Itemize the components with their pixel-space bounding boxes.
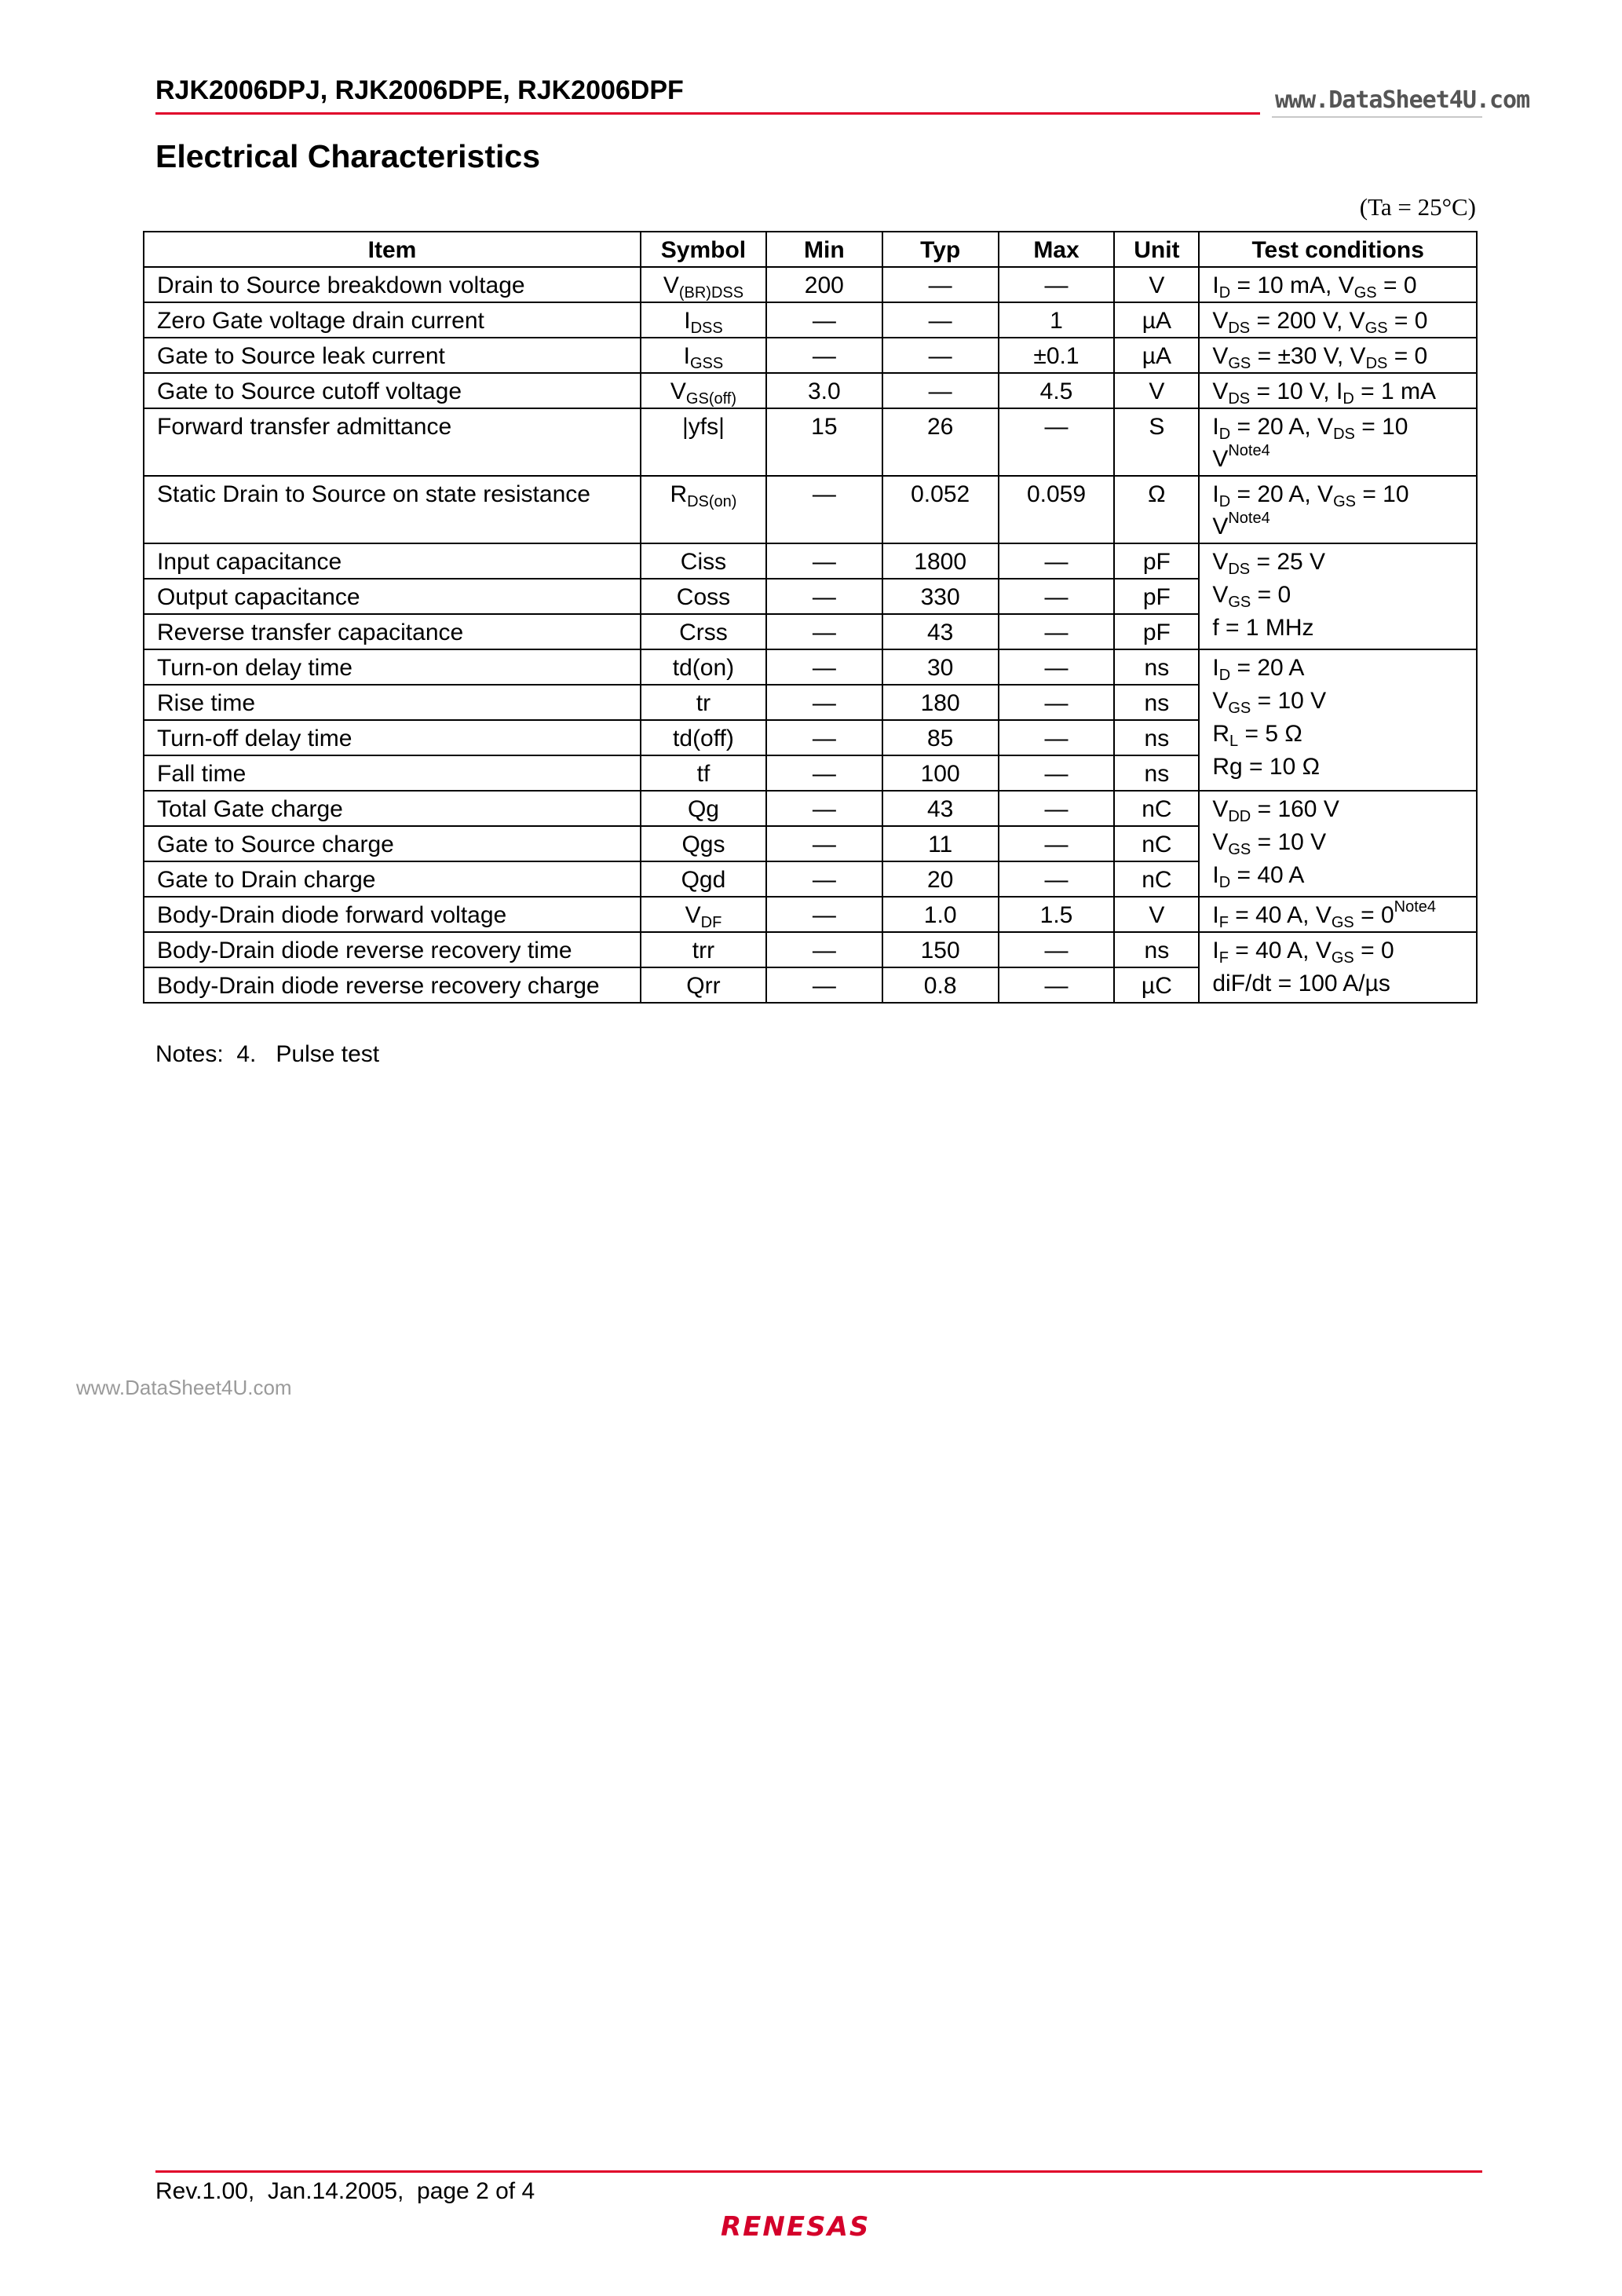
typ-cell: 330 <box>882 579 999 614</box>
test-condition-cell: $I_F = 40$ A, $V_{GS} = 0^{Note4}$ <box>1199 897 1477 932</box>
typ-cell: 1800 <box>882 543 999 579</box>
symbol-cell: Coss <box>641 579 766 614</box>
min-cell: 200 <box>766 267 882 302</box>
item-cell: Body-Drain diode forward voltage <box>144 897 641 932</box>
typ-cell: 180 <box>882 685 999 720</box>
table-row <box>144 408 1477 476</box>
symbol-cell: $V_{DF}$ <box>641 897 766 932</box>
test-condition-cell: $I_D = 20$ A, $V_{GS} = 10$ $V^{Note4}$ <box>1199 476 1477 543</box>
typ-cell: 100 <box>882 755 999 791</box>
min-cell: — <box>766 720 882 755</box>
col-header-item: Item <box>144 232 641 267</box>
max-cell: — <box>999 649 1115 685</box>
watermark-link[interactable]: www.DataSheet4U.com <box>76 1376 292 1399</box>
unit-cell: pF <box>1114 543 1199 579</box>
min-cell: — <box>766 649 882 685</box>
table-header-row <box>144 232 1477 267</box>
symbol-cell: Crss <box>641 614 766 649</box>
typ-cell: 150 <box>882 932 999 967</box>
table-notes: Notes: 4. Pulse test <box>155 1041 380 1067</box>
min-cell: — <box>766 338 882 373</box>
unit-cell: V <box>1114 267 1199 302</box>
symbol-cell: $I_{GSS}$ <box>641 338 766 373</box>
item-cell: Turn-off delay time <box>144 720 641 755</box>
unit-cell: nC <box>1114 861 1199 897</box>
typ-cell: 11 <box>882 826 999 861</box>
table-row <box>144 543 1477 579</box>
item-cell: Input capacitance <box>144 543 641 579</box>
symbol-cell: $V_{(BR)DSS}$ <box>641 267 766 302</box>
unit-cell: Ω <box>1114 476 1199 543</box>
item-cell: Reverse transfer capacitance <box>144 614 641 649</box>
max-cell: 0.059 <box>999 476 1115 543</box>
typ-cell: — <box>882 302 999 338</box>
test-condition-cell: $V_{DS} = 200$ V, $V_{GS} = 0$ <box>1199 302 1477 338</box>
min-cell: — <box>766 476 882 543</box>
max-cell: — <box>999 967 1115 1003</box>
min-cell: — <box>766 755 882 791</box>
symbol-cell: trr <box>641 932 766 967</box>
typ-cell: 26 <box>882 408 999 476</box>
typ-cell: — <box>882 373 999 408</box>
typ-cell: 30 <box>882 649 999 685</box>
electrical-characteristics-table <box>143 231 1478 1004</box>
min-cell: 3.0 <box>766 373 882 408</box>
symbol-cell: Qg <box>641 791 766 826</box>
table-row <box>144 476 1477 543</box>
symbol-cell: Qgd <box>641 861 766 897</box>
max-cell: — <box>999 579 1115 614</box>
test-condition-cell: $V_{GS} = \pm 30$ V, $V_{DS} = 0$ <box>1199 338 1477 373</box>
min-cell: — <box>766 967 882 1003</box>
symbol-cell: $R_{DS(on)}$ <box>641 476 766 543</box>
symbol-cell: |yfs| <box>641 408 766 476</box>
min-cell: — <box>766 302 882 338</box>
typ-cell: — <box>882 267 999 302</box>
max-cell: — <box>999 861 1115 897</box>
header-rule-secondary <box>1272 116 1482 118</box>
symbol-cell: td(on) <box>641 649 766 685</box>
item-cell: Gate to Source cutoff voltage <box>144 373 641 408</box>
col-header-min: Min <box>766 232 882 267</box>
item-cell: Turn-on delay time <box>144 649 641 685</box>
symbol-cell: tf <box>641 755 766 791</box>
footer-rule <box>155 2170 1482 2173</box>
unit-cell: ns <box>1114 685 1199 720</box>
symbol-cell: tr <box>641 685 766 720</box>
symbol-cell: $I_{DSS}$ <box>641 302 766 338</box>
unit-cell: V <box>1114 373 1199 408</box>
max-cell: — <box>999 932 1115 967</box>
item-cell: Body-Drain diode reverse recovery time <box>144 932 641 967</box>
min-cell: — <box>766 826 882 861</box>
table-row <box>144 302 1477 338</box>
symbol-cell: Qgs <box>641 826 766 861</box>
footer-revision: Rev.1.00, Jan.14.2005, page 2 of 4 <box>155 2178 535 2204</box>
table-row <box>144 932 1477 967</box>
typ-cell: — <box>882 338 999 373</box>
item-cell: Zero Gate voltage drain current <box>144 302 641 338</box>
col-header-typ: Typ <box>882 232 999 267</box>
min-cell: — <box>766 614 882 649</box>
max-cell: — <box>999 267 1115 302</box>
item-cell: Gate to Source leak current <box>144 338 641 373</box>
col-header-unit: Unit <box>1114 232 1199 267</box>
table-row <box>144 267 1477 302</box>
item-cell: Forward transfer admittance <box>144 408 641 476</box>
max-cell: — <box>999 408 1115 476</box>
table-row <box>144 373 1477 408</box>
table-row <box>144 338 1477 373</box>
test-condition-cell: $V_{DS} = 25$ V $V_{GS} = 0$ f = 1 MHz <box>1199 543 1477 649</box>
unit-cell: µA <box>1114 338 1199 373</box>
header-website-link[interactable]: www.DataSheet4U.com <box>1275 86 1530 114</box>
section-title: Electrical Characteristics <box>155 138 540 174</box>
table-row <box>144 897 1477 932</box>
typ-cell: 1.0 <box>882 897 999 932</box>
typ-cell: 0.052 <box>882 476 999 543</box>
col-header-max: Max <box>999 232 1115 267</box>
max-cell: 1.5 <box>999 897 1115 932</box>
unit-cell: ns <box>1114 649 1199 685</box>
item-cell: Gate to Drain charge <box>144 861 641 897</box>
max-cell: — <box>999 720 1115 755</box>
item-cell: Rise time <box>144 685 641 720</box>
typ-cell: 0.8 <box>882 967 999 1003</box>
unit-cell: V <box>1114 897 1199 932</box>
test-condition-cell: $I_D = 20$ A, $V_{DS} = 10$ $V^{Note4}$ <box>1199 408 1477 476</box>
test-condition-cell: $I_D = 10$ mA, $V_{GS} = 0$ <box>1199 267 1477 302</box>
min-cell: — <box>766 791 882 826</box>
min-cell: — <box>766 543 882 579</box>
symbol-cell: Ciss <box>641 543 766 579</box>
max-cell: — <box>999 755 1115 791</box>
typ-cell: 43 <box>882 791 999 826</box>
unit-cell: nC <box>1114 791 1199 826</box>
item-cell: Gate to Source charge <box>144 826 641 861</box>
max-cell: — <box>999 685 1115 720</box>
renesas-logo: RENESAS <box>721 2211 871 2243</box>
typ-cell: 85 <box>882 720 999 755</box>
unit-cell: µC <box>1114 967 1199 1003</box>
min-cell: — <box>766 579 882 614</box>
unit-cell: ns <box>1114 932 1199 967</box>
max-cell: — <box>999 791 1115 826</box>
test-condition-cell: $V_{DS} = 10$ V, $I_D = 1$ mA <box>1199 373 1477 408</box>
document-header-title: RJK2006DPJ, RJK2006DPE, RJK2006DPF <box>155 75 684 105</box>
test-condition-cell: $I_F = 40$ A, $V_{GS} = 0$ diF/dt = 100 A/µs <box>1199 932 1477 1003</box>
max-cell: — <box>999 826 1115 861</box>
item-cell: Total Gate charge <box>144 791 641 826</box>
table-row <box>144 649 1477 685</box>
min-cell: — <box>766 685 882 720</box>
unit-cell: S <box>1114 408 1199 476</box>
max-cell: ±0.1 <box>999 338 1115 373</box>
item-cell: Output capacitance <box>144 579 641 614</box>
item-cell: Drain to Source breakdown voltage <box>144 267 641 302</box>
symbol-cell: $V_{GS(off)}$ <box>641 373 766 408</box>
min-cell: — <box>766 897 882 932</box>
item-cell: Static Drain to Source on state resistance <box>144 476 641 543</box>
table-row <box>144 791 1477 826</box>
unit-cell: pF <box>1114 579 1199 614</box>
typ-cell: 20 <box>882 861 999 897</box>
unit-cell: pF <box>1114 614 1199 649</box>
test-condition-cell: $I_D = 20$ A $V_{GS} = 10$ V $R_L = 5$ Ω Rg = 10 Ω <box>1199 649 1477 791</box>
typ-cell: 43 <box>882 614 999 649</box>
test-condition-cell: $V_{DD} = 160$ V $V_{GS} = 10$ V $I_D = 40$ A <box>1199 791 1477 897</box>
unit-cell: ns <box>1114 720 1199 755</box>
col-header-test-conditions: Test conditions <box>1199 232 1477 267</box>
symbol-cell: td(off) <box>641 720 766 755</box>
unit-cell: nC <box>1114 826 1199 861</box>
header-rule <box>155 112 1260 115</box>
unit-cell: µA <box>1114 302 1199 338</box>
max-cell: — <box>999 614 1115 649</box>
max-cell: — <box>999 543 1115 579</box>
unit-cell: ns <box>1114 755 1199 791</box>
max-cell: 1 <box>999 302 1115 338</box>
min-cell: — <box>766 932 882 967</box>
item-cell: Body-Drain diode reverse recovery charge <box>144 967 641 1003</box>
symbol-cell: Qrr <box>641 967 766 1003</box>
ambient-condition: (Ta = 25°C) <box>1359 193 1476 221</box>
item-cell: Fall time <box>144 755 641 791</box>
min-cell: — <box>766 861 882 897</box>
min-cell: 15 <box>766 408 882 476</box>
col-header-symbol: Symbol <box>641 232 766 267</box>
max-cell: 4.5 <box>999 373 1115 408</box>
